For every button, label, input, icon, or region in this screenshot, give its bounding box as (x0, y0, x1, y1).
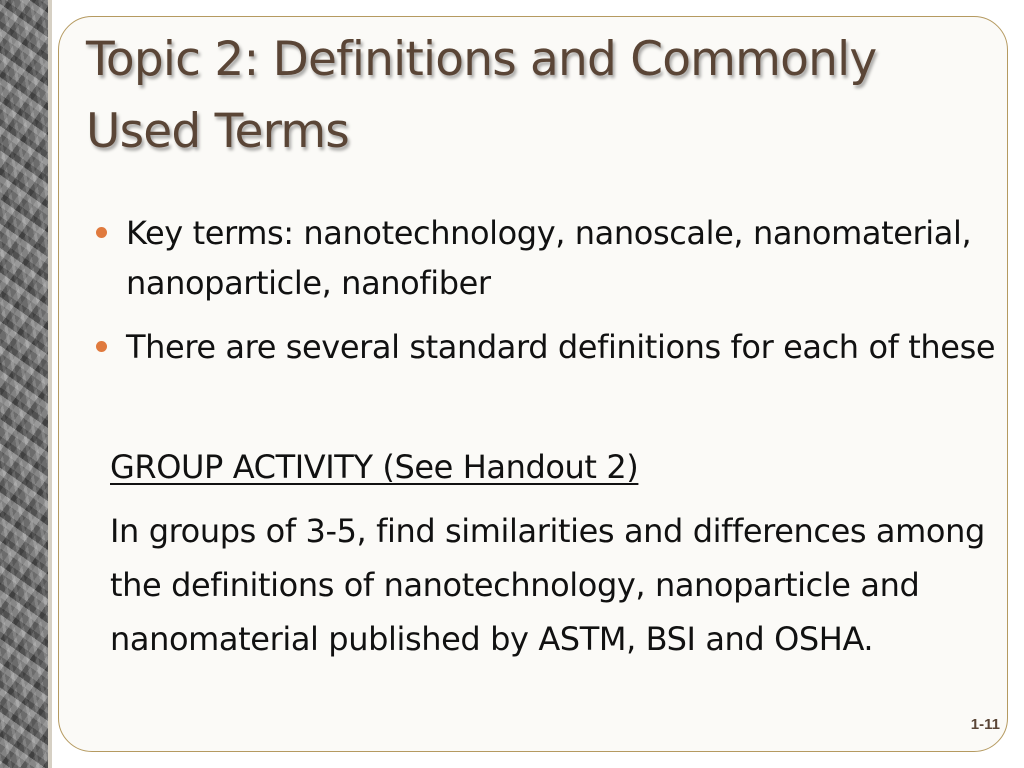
slide-number: 1-11 (970, 716, 1000, 733)
slide-title: Topic 2: Definitions and Commonly Used Terms (86, 32, 877, 159)
bullet-dot-icon (96, 227, 107, 238)
strip-divider (48, 0, 52, 768)
texture-strip (0, 0, 48, 768)
group-activity-text: In groups of 3-5, find similarities and differences among the definitions of nanotechnology, nanoparticle and nanomaterial published by ASTM, BSI and OSHA. (110, 512, 985, 658)
bullet-item (96, 322, 996, 372)
bullet-text: Key terms: nanotechnology, nanoscale, nanomaterial, nanoparticle, nanofiber (126, 214, 972, 302)
bullet-list (96, 208, 996, 386)
bullet-text: There are several standard definitions for each of these (126, 328, 996, 366)
bullet-dot-icon (96, 341, 107, 352)
group-activity-heading: GROUP ACTIVITY (See Handout 2) (110, 448, 639, 486)
bullet-item (96, 208, 996, 308)
